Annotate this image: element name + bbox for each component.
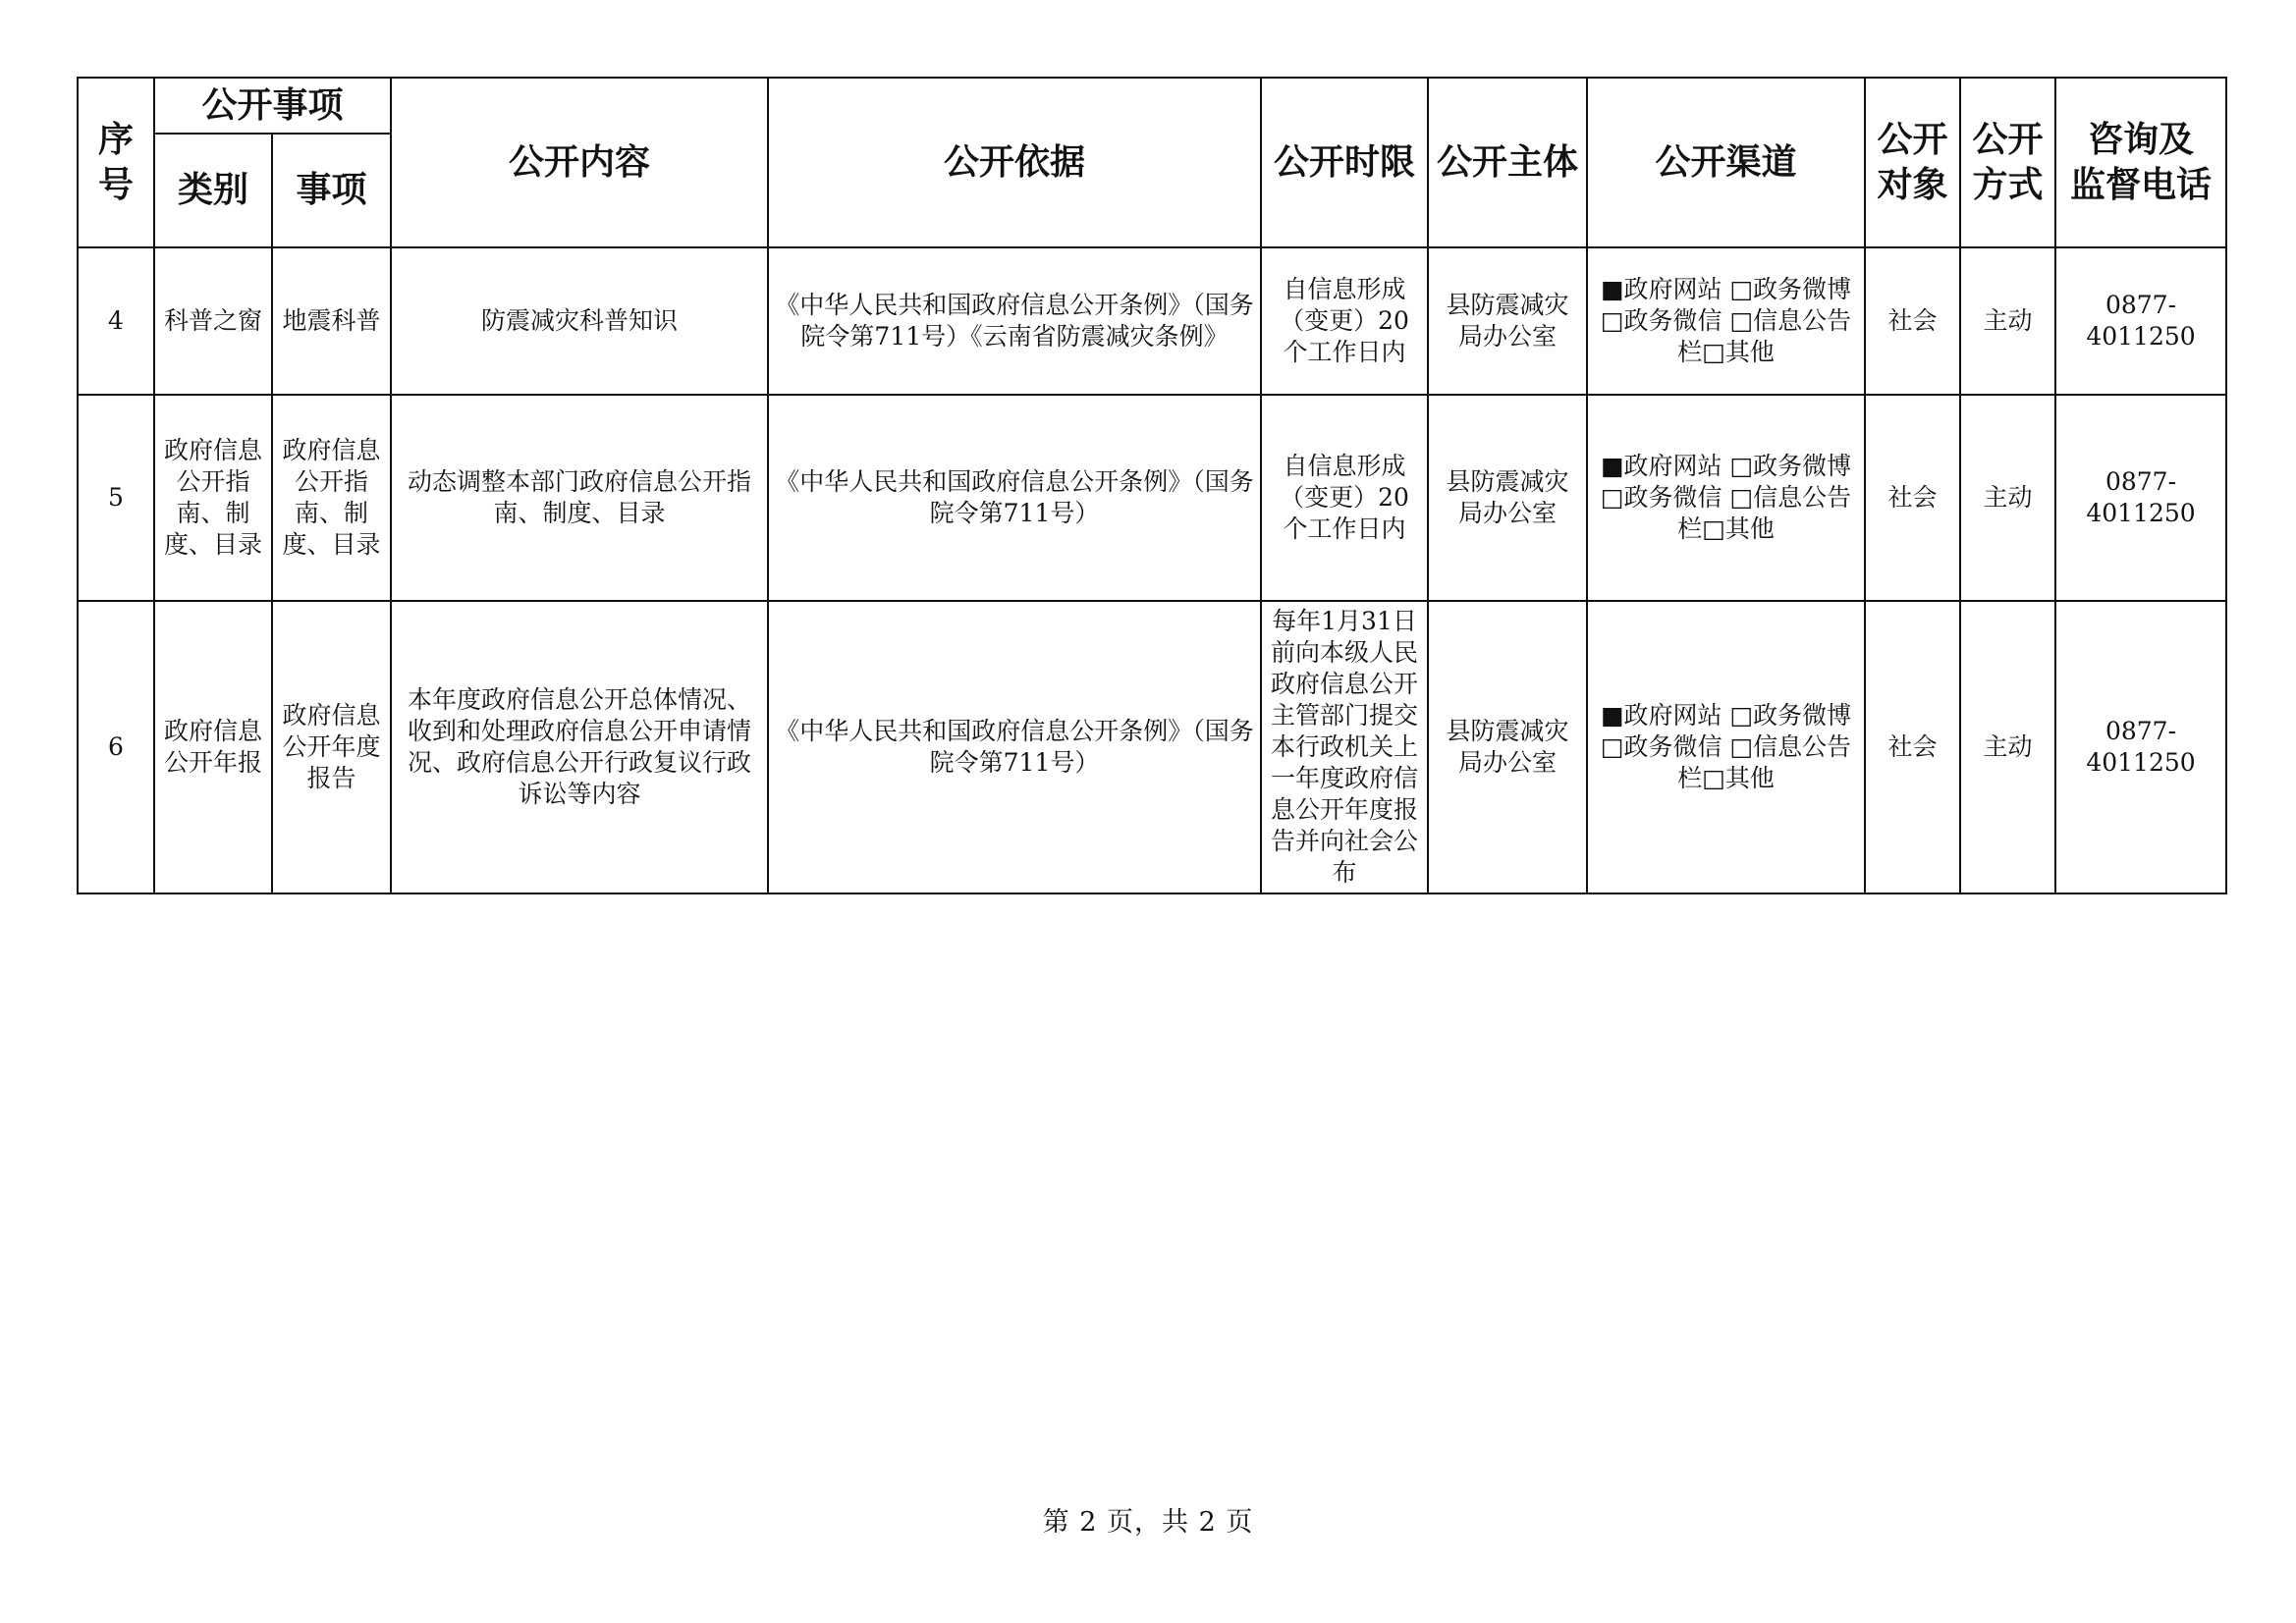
cell-basis: 《中华人民共和国政府信息公开条例》（国务院令第711号） bbox=[768, 601, 1261, 893]
cell-subject: 县防震减灾局办公室 bbox=[1428, 601, 1587, 893]
cell-audience: 社会 bbox=[1865, 395, 1960, 601]
cell-channels: ■政府网站 □政务微博□政务微信 □信息公告栏□其他 bbox=[1587, 395, 1865, 601]
table-row bbox=[78, 601, 2226, 893]
table-row bbox=[78, 247, 2226, 395]
header-phone: 咨询及 监督电话 bbox=[2055, 78, 2226, 247]
cell-category: 科普之窗 bbox=[154, 247, 272, 395]
cell-time-limit: 自信息形成（变更）20个工作日内 bbox=[1261, 395, 1428, 601]
cell-category: 政府信息公开指南、制度、目录 bbox=[154, 395, 272, 601]
cell-content: 防震减灾科普知识 bbox=[391, 247, 768, 395]
cell-phone: 0877-4011250 bbox=[2055, 395, 2226, 601]
cell-category: 政府信息公开年报 bbox=[154, 601, 272, 893]
table-row bbox=[78, 395, 2226, 601]
header-item-group: 公开事项 bbox=[154, 78, 391, 134]
page-footer: 第 2 页，共 2 页 bbox=[1042, 1507, 1254, 1538]
header-time-limit: 公开时限 bbox=[1261, 78, 1428, 247]
cell-phone: 0877-4011250 bbox=[2055, 601, 2226, 893]
cell-subject: 县防震减灾局办公室 bbox=[1428, 395, 1587, 601]
disclosure-table bbox=[77, 77, 2227, 894]
cell-audience: 社会 bbox=[1865, 247, 1960, 395]
cell-time-limit: 每年1月31日前向本级人民政府信息公开主管部门提交本行政机关上一年度政府信息公开年度报告并向社会公布 bbox=[1261, 601, 1428, 893]
cell-basis: 《中华人民共和国政府信息公开条例》（国务院令第711号）《云南省防震减灾条例》 bbox=[768, 247, 1261, 395]
cell-time-limit: 自信息形成（变更）20个工作日内 bbox=[1261, 247, 1428, 395]
cell-item: 政府信息公开指南、制度、目录 bbox=[272, 395, 391, 601]
header-basis: 公开依据 bbox=[768, 78, 1261, 247]
cell-method: 主动 bbox=[1960, 395, 2055, 601]
cell-item: 地震科普 bbox=[272, 247, 391, 395]
header-channels: 公开渠道 bbox=[1587, 78, 1865, 247]
header-content: 公开内容 bbox=[391, 78, 768, 247]
cell-seq: 6 bbox=[78, 601, 154, 893]
cell-subject: 县防震减灾局办公室 bbox=[1428, 247, 1587, 395]
cell-seq: 5 bbox=[78, 395, 154, 601]
cell-channels: ■政府网站 □政务微博□政务微信 □信息公告栏□其他 bbox=[1587, 601, 1865, 893]
cell-content: 动态调整本部门政府信息公开指南、制度、目录 bbox=[391, 395, 768, 601]
header-subject: 公开主体 bbox=[1428, 78, 1587, 247]
header-method: 公开 方式 bbox=[1960, 78, 2055, 247]
cell-basis: 《中华人民共和国政府信息公开条例》（国务院令第711号） bbox=[768, 395, 1261, 601]
header-category: 类别 bbox=[154, 134, 272, 247]
cell-phone: 0877-4011250 bbox=[2055, 247, 2226, 395]
header-audience: 公开 对象 bbox=[1865, 78, 1960, 247]
cell-item: 政府信息公开年度报告 bbox=[272, 601, 391, 893]
cell-method: 主动 bbox=[1960, 247, 2055, 395]
header-item: 事项 bbox=[272, 134, 391, 247]
header-seq: 序 号 bbox=[78, 78, 154, 247]
cell-content: 本年度政府信息公开总体情况、收到和处理政府信息公开申请情况、政府信息公开行政复议行政诉讼等内容 bbox=[391, 601, 768, 893]
cell-seq: 4 bbox=[78, 247, 154, 395]
cell-channels: ■政府网站 □政务微博□政务微信 □信息公告栏□其他 bbox=[1587, 247, 1865, 395]
cell-audience: 社会 bbox=[1865, 601, 1960, 893]
cell-method: 主动 bbox=[1960, 601, 2055, 893]
